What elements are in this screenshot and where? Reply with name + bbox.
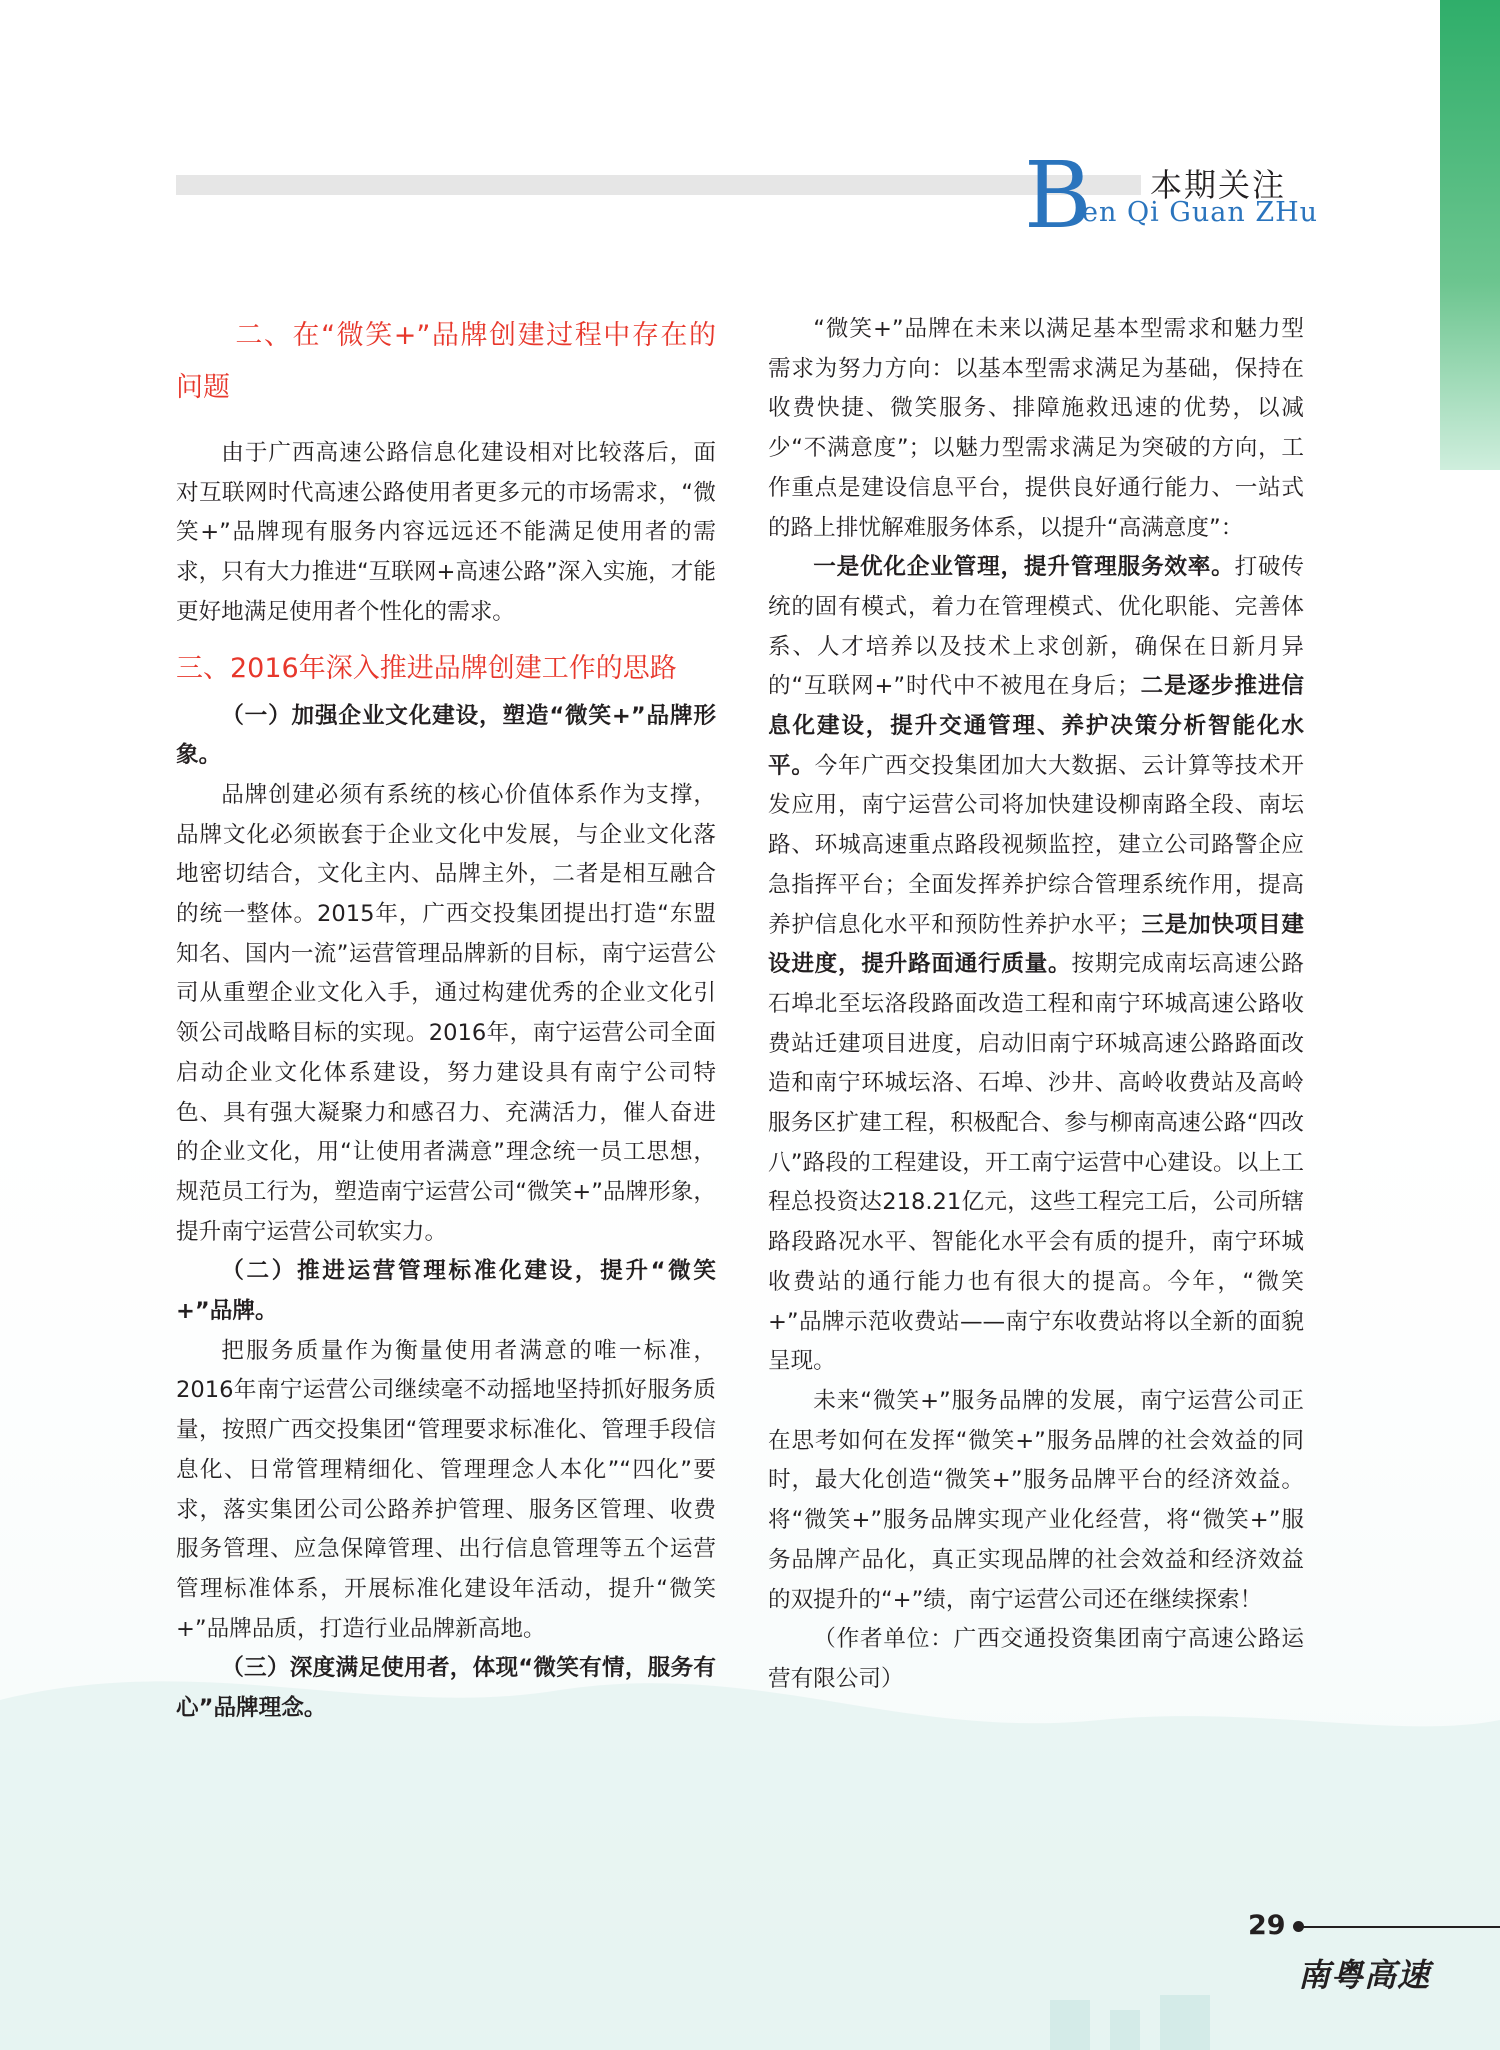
author-affiliation: （作者单位：广西交通投资集团南宁高速公路运营有限公司） (768, 1626, 1304, 1692)
subheading: （二）推进运营管理标准化建设，提升“微笑+”品牌。 (176, 1258, 716, 1325)
header-section-title: 本期关注 (1150, 166, 1287, 204)
bold-point: 三是加快项目建设进度，提升路面通行质量。 (768, 911, 1305, 978)
magazine-logo: 南粤高速 (1298, 1956, 1431, 1994)
header-initial-letter: B (1024, 142, 1092, 249)
page-number: 29 (1248, 1910, 1286, 1941)
bold-point: 二是逐步推进信息化建设，提升交通管理、养护决策分析智能化水平。 (768, 673, 1305, 779)
heading-ideas-2016: 三、2016年深入推进品牌创建工作的思路 (176, 652, 677, 684)
heading-problems: 二、在“微笑+”品牌创建过程中存在的问题 (176, 320, 716, 403)
paragraph-text: 今年广西交投集团加大大数据、云计算等技术开发应用，南宁运营公司将加快建设柳南路全段、南坛路、环城高速重点路段视频监控，建立公司路警企应急指挥平台；全面发挥养护综合管理系统作用，提高养护信息化水平和预防性养护水平； (768, 752, 1305, 938)
paragraph: 由于广西高速公路信息化建设相对比较落后，面对互联网时代高速公路使用者更多元的市场需求，“微笑+”品牌现有服务内容远远还不能满足使用者的需求，只有大力推进“互联网+高速公路”深入实施，才能更好地满足使用者个性化的需求。 (176, 440, 716, 625)
paragraph-text: 按期完成南坛高速公路石埠北至坛洛段路面改造工程和南宁环城高速公路收费站迁建项目进度，启动旧南宁环城高速公路路面改造和南宁环城坛洛、石埠、沙井、高岭收费站及高岭服务区扩建工程，积极配合、参与柳南高速公路“四改八”路段的工程建设，开工南宁运营中心建设。以上工程总投资达218.21亿元，这些工程完工后，公司所辖路段路况水平、智能化水平会有质的提升，南宁环城收费站的通行能力也有很大的提高。今年，“微笑+”品牌示范收费站——南宁东收费站将以全新的面貌呈现。 (768, 951, 1305, 1375)
paragraph: 品牌创建必须有系统的核心价值体系作为支撑，品牌文化必须嵌套于企业文化中发展，与企业文化落地密切结合，文化主内、品牌主外，二者是相互融合的统一整体。2015年，广西交投集团提出打造“东盟知名、国内一流”运营管理品牌新的目标，南宁运营公司从重塑企业文化入手，通过构建优秀的企业文化引领公司战略目标的实现。2016年，南宁运营公司全面启动企业文化体系建设，努力建设具有南宁公司特色、具有强大凝聚力和感召力、充满活力，催人奋进的企业文化，用“让使用者满意”理念统一员工思想，规范员工行为，塑造南宁运营公司“微笑+”品牌形象，提升南宁运营公司软实力。 (176, 781, 716, 1245)
left-column (176, 310, 716, 1729)
header-section-pinyin: en Qi Guan ZHu (1082, 197, 1319, 228)
paragraph: 把服务质量作为衡量使用者满意的唯一标准，2016年南宁运营公司继续毫不动摇地坚持抓好服务质量，按照广西交投集团“管理要求标准化、管理手段信息化、日常管理精细化、管理理念人本化”“四化”要求，落实集团公司公路养护管理、服务区管理、收费服务管理、应急保障管理、出行信息管理等五个运营管理标准体系，开展标准化建设年活动，提升“微笑+”品牌品质，打造行业品牌新高地。 (176, 1337, 716, 1642)
header-gray-bar (176, 175, 1141, 195)
green-accent-edge (1440, 0, 1500, 470)
paragraph-text: 打破传统的固有模式，着力在管理模式、优化职能、完善体系、人才培养以及技术上求创新，确保在日新月异的“互联网+”时代中不被甩在身后； (768, 554, 1305, 700)
right-column (768, 310, 1304, 1700)
footer-rule (1298, 1926, 1500, 1928)
paragraph: “微笑+”品牌在未来以满足基本型需求和魅力型需求为努力方向：以基本型需求满足为基础，保持在收费快捷、微笑服务、排障施救迅速的优势，以减少“不满意度”；以魅力型需求满足为突破的方向，工作重点是建设信息平台，提供良好通行能力、一站式的路上排忧解难服务体系，以提升“高满意度”： (768, 316, 1304, 541)
subheading: （三）深度满足使用者，体现“微笑有情，服务有心”品牌理念。 (176, 1655, 716, 1722)
subheading: （一）加强企业文化建设，塑造“微笑+”品牌形象。 (176, 702, 716, 769)
bold-point: 一是优化企业管理，提升管理服务效率。 (813, 554, 1235, 581)
paragraph (768, 548, 1304, 1382)
paragraph: 未来“微笑+”服务品牌的发展，南宁运营公司正在思考如何在发挥“微笑+”服务品牌的社会效益的同时，最大化创造“微笑+”服务品牌平台的经济效益。将“微笑+”服务品牌实现产业化经营，将“微笑+”服务品牌产品化，真正实现品牌的社会效益和经济效益的双提升的“+”绩，南宁运营公司还在继续探索！ (768, 1387, 1304, 1613)
